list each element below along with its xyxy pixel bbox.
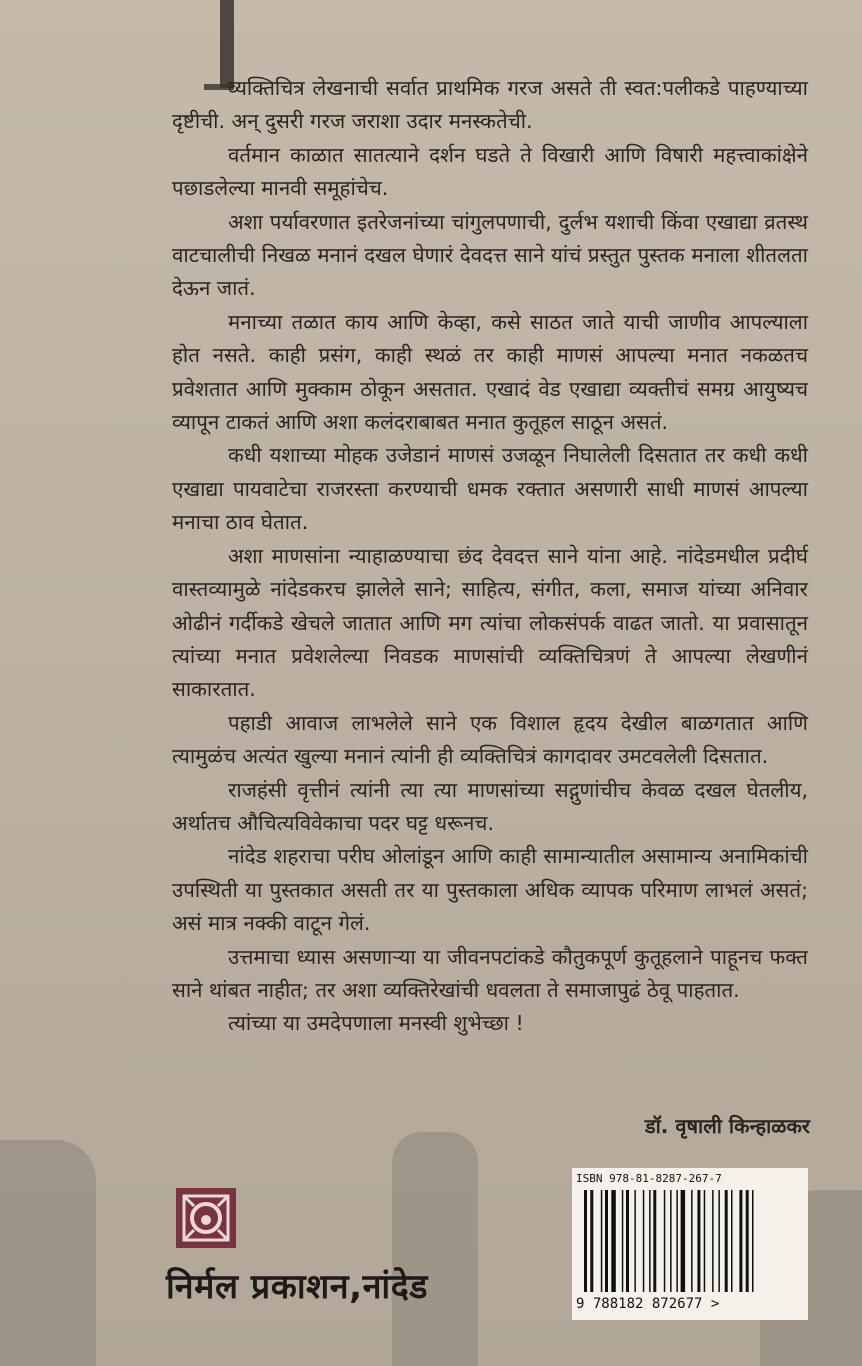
paragraph: त्यांच्या या उमदेपणाला मनस्वी शुभेच्छा ! <box>228 1011 524 1036</box>
paragraph: राजहंसी वृत्तीनं त्यांनी त्या त्या माणसांच्या सद्गुणांचीच केवळ दखल घेतलीय, अर्थातच औचित्यविवेकाचा पदर घट्ट धरूनच. <box>172 777 808 835</box>
paragraph: मनाच्या तळात काय आणि केव्हा, कसे साठत जाते याची जाणीव आपल्याला होत नसते. काही प्रसंग, काही स्थळं तर काही माणसं आपल्या मनात नकळतच प्रवेशतात आणि मुक्काम ठोकून असतात. एखादं वेड एखाद्या व्यक्तीचं समग्र आयुष्यच व्यापून टाकतं आणि अशा कलंदराबाबत मनात कुतूहल साठून असतं. <box>172 309 808 435</box>
paragraph: अशा पर्यावरणात इतरेजनांच्या चांगुलपणाची, दुर्लभ यशाची किंवा एखाद्या व्रतस्थ वाटचालीची निखळ मनानं दखल घेणारं देवदत्त साने यांचं प्रस्तुत पुस्तक मनाला शीतलता देऊन जातं. <box>172 209 808 301</box>
paragraph: पहाडी आवाज लाभलेले साने एक विशाल हृदय देखील बाळगतात आणि त्यामुळंच अत्यंत खुल्या मनानं त्यांनी ही व्यक्तिचित्रं कागदावर उमटवलेली दिसतात. <box>172 710 808 769</box>
paragraph: कधी यशाच्या मोहक उजेडानं माणसं उजळून निघालेली दिसतात तर कधी कधी एखाद्या पायवाटेचा राजरस्ता करण्याची धमक रक्तात असणारी साधी माणसं आपल्या मनाचा ठाव घेतात. <box>172 443 808 535</box>
paragraph: उत्तमाचा ध्यास असणाऱ्या या जीवनपटांकडे कौतुकपूर्ण कुतूहलाने पाहूनच फक्त साने थांबत नाहीत; तर अशा व्यक्तिरेखांची धवलता ते समाजापुढं ठेवू पाहतात. <box>172 944 808 1002</box>
barcode-number: 9 788182 872677 > <box>576 1296 720 1312</box>
paragraph: नांदेड शहराचा परीघ ओलांडून आणि काही सामान्यातील असामान्य अनामिकांची उपस्थिती या पुस्तकात असती तर या पुस्तकाला अधिक व्यापक परिमाण लाभलं असतं; असं मात्र नक्की वाटून गेलं. <box>172 844 808 936</box>
blurb-text <box>172 72 808 1041</box>
background-glyph-left <box>0 1140 96 1366</box>
isbn-barcode <box>572 1168 808 1320</box>
paragraph: वर्तमान काळात सातत्याने दर्शन घडते ते विखारी आणि विषारी महत्त्वाकांक्षेने पछाडलेल्या मानवी समूहांचेच. <box>172 142 808 201</box>
barcode-bars <box>582 1190 796 1292</box>
isbn-label: ISBN 978-81-8287-267-7 <box>576 1172 722 1185</box>
publisher-name: निर्मल प्रकाशन,नांदेड <box>166 1267 428 1307</box>
author-signature: डॉ. वृषाली किन्हाळकर <box>644 1114 810 1138</box>
paragraph: व्यक्तिचित्र लेखनाची सर्वात प्राथमिक गरज असते ती स्वत:पलीकडे पाहण्याच्या दृष्टीची. अन् दुसरी गरज जराशा उदार मनस्कतेची. <box>172 76 808 134</box>
background-glyph-middle <box>392 1132 478 1366</box>
publisher-logo-icon <box>176 1188 236 1248</box>
paragraph: अशा माणसांना न्याहाळण्याचा छंद देवदत्त साने यांना आहे. नांदेडमधील प्रदीर्घ वास्तव्यामुळे नांदेडकरच झालेले साने; साहित्य, संगीत, कला, समाज यांच्या अनिवार ओढीनं गर्दीकडे खेचले जातात आणि मग त्यांचा लोकसंपर्क वाढत जातो. या प्रवासातून त्यांच्या मनात प्रवेशलेल्या निवडक माणसांची व्यक्तिचित्रणं ते आपल्या लेखणीनं साकारतात. <box>172 543 808 702</box>
